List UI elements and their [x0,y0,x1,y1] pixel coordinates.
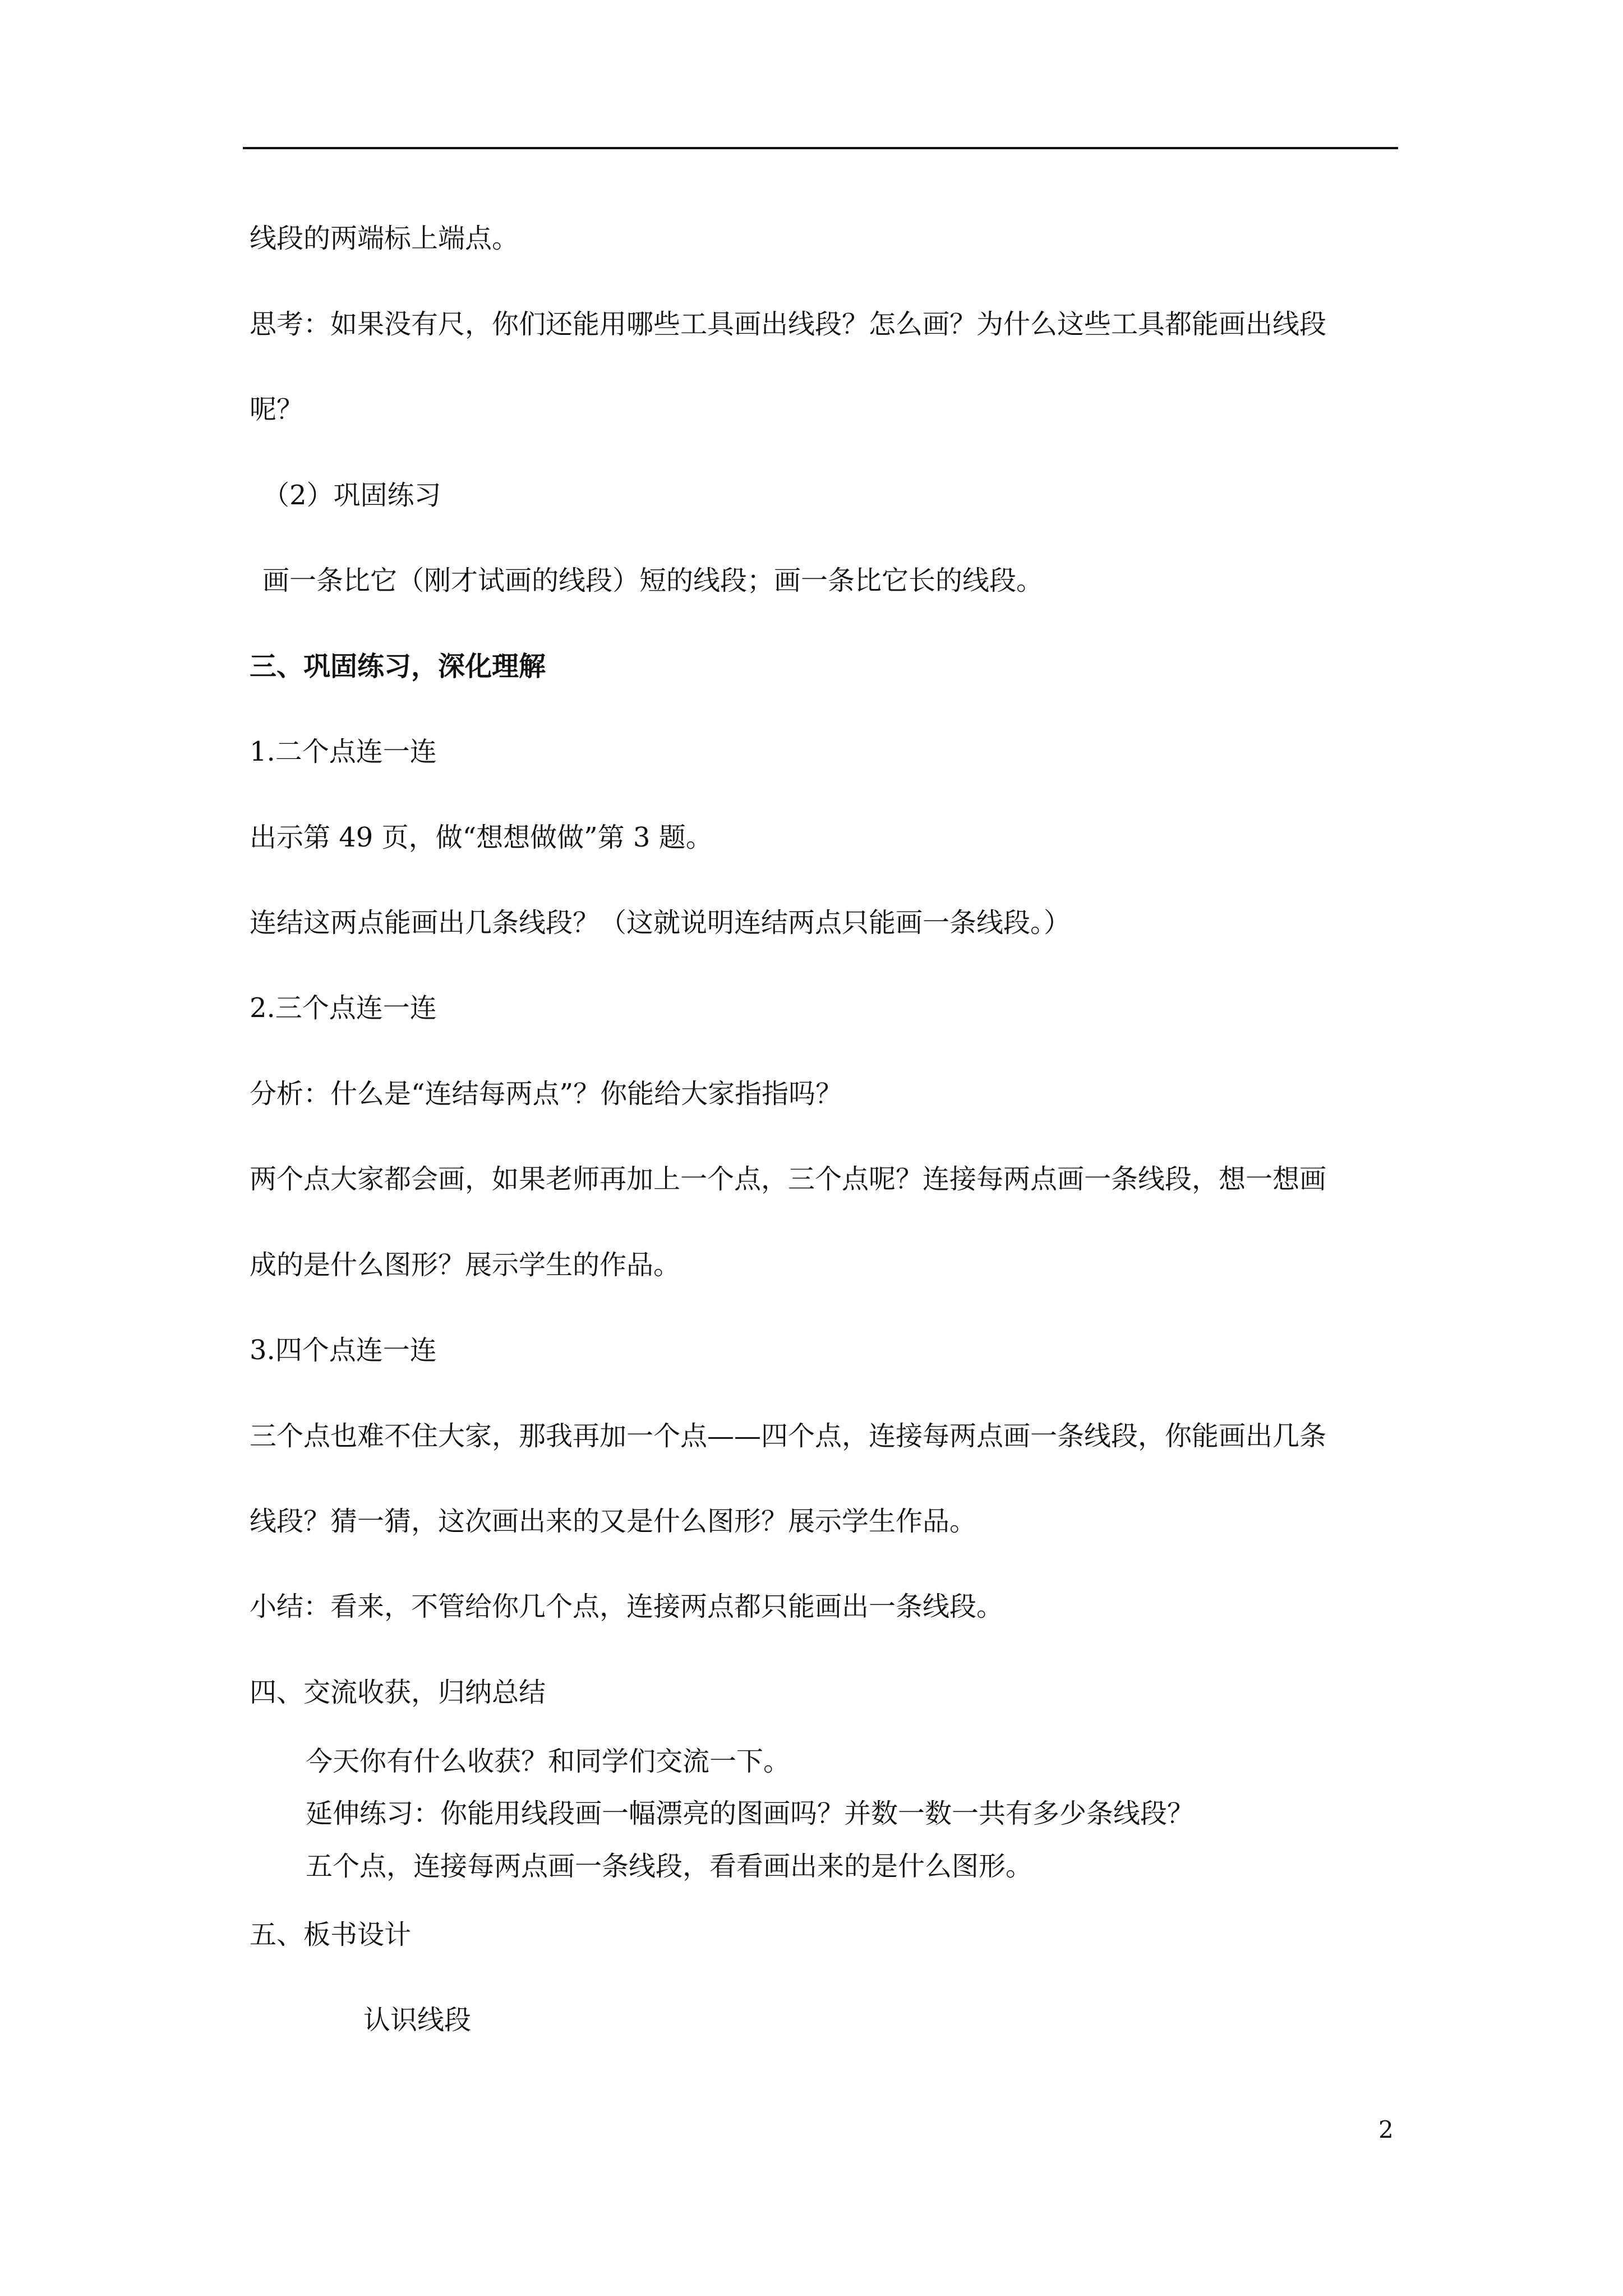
paragraph-line: 线段？猜一猜，这次画出来的又是什么图形？展示学生作品。 [250,1506,977,1537]
subsection-heading: 3.四个点连一连 [250,1335,437,1366]
section-heading: 四、交流收获，归纳总结 [250,1677,546,1708]
subsection-heading: （2）巩固练习 [262,480,441,511]
board-title: 认识线段 [363,2004,472,2036]
paragraph-line: 小结：看来，不管给你几个点，连接两点都只能画出一条线段。 [250,1591,1004,1622]
paragraph-line: 成的是什么图形？展示学生的作品。 [250,1249,681,1281]
subsection-heading: 2.三个点连一连 [250,992,437,1024]
paragraph-line: 五个点，连接每两点画一条线段，看看画出来的是什么图形。 [306,1851,1033,1882]
paragraph-line: 呢？ [250,394,304,425]
paragraph-line: 今天你有什么收获？和同学们交流一下。 [306,1746,791,1777]
paragraph-line: 画一条比它（刚才试画的线段）短的线段；画一条比它长的线段。 [262,565,1044,596]
paragraph-line: 延伸练习：你能用线段画一幅漂亮的图画吗？并数一数一共有多少条线段？ [306,1798,1195,1829]
paragraph-line: 线段的两端标上端点。 [250,223,519,254]
page-number: 2 [1378,2116,1394,2143]
section-heading: 三、巩固练习，深化理解 [250,651,546,682]
paragraph-line: 两个点大家都会画，如果老师再加上一个点，三个点呢？连接每两点画一条线段，想一想画 [250,1163,1327,1195]
paragraph-line: 出示第 49 页，做“想想做做”第 3 题。 [250,822,713,853]
paragraph-line: 思考：如果没有尺，你们还能用哪些工具画出线段？怎么画？为什么这些工具都能画出线段 [250,309,1327,340]
paragraph-line: 分析：什么是“连结每两点”？你能给大家指指吗？ [250,1078,843,1110]
section-heading: 五、板书设计 [250,1919,412,1950]
paragraph-line: 三个点也难不住大家，那我再加一个点——四个点，连接每两点画一条线段，你能画出几条 [250,1420,1327,1452]
paragraph-line: 连结这两点能画出几条线段？（这就说明连结两点只能画一条线段。） [250,907,1071,938]
subsection-heading: 1.二个点连一连 [250,736,437,767]
header-rule [243,147,1398,149]
